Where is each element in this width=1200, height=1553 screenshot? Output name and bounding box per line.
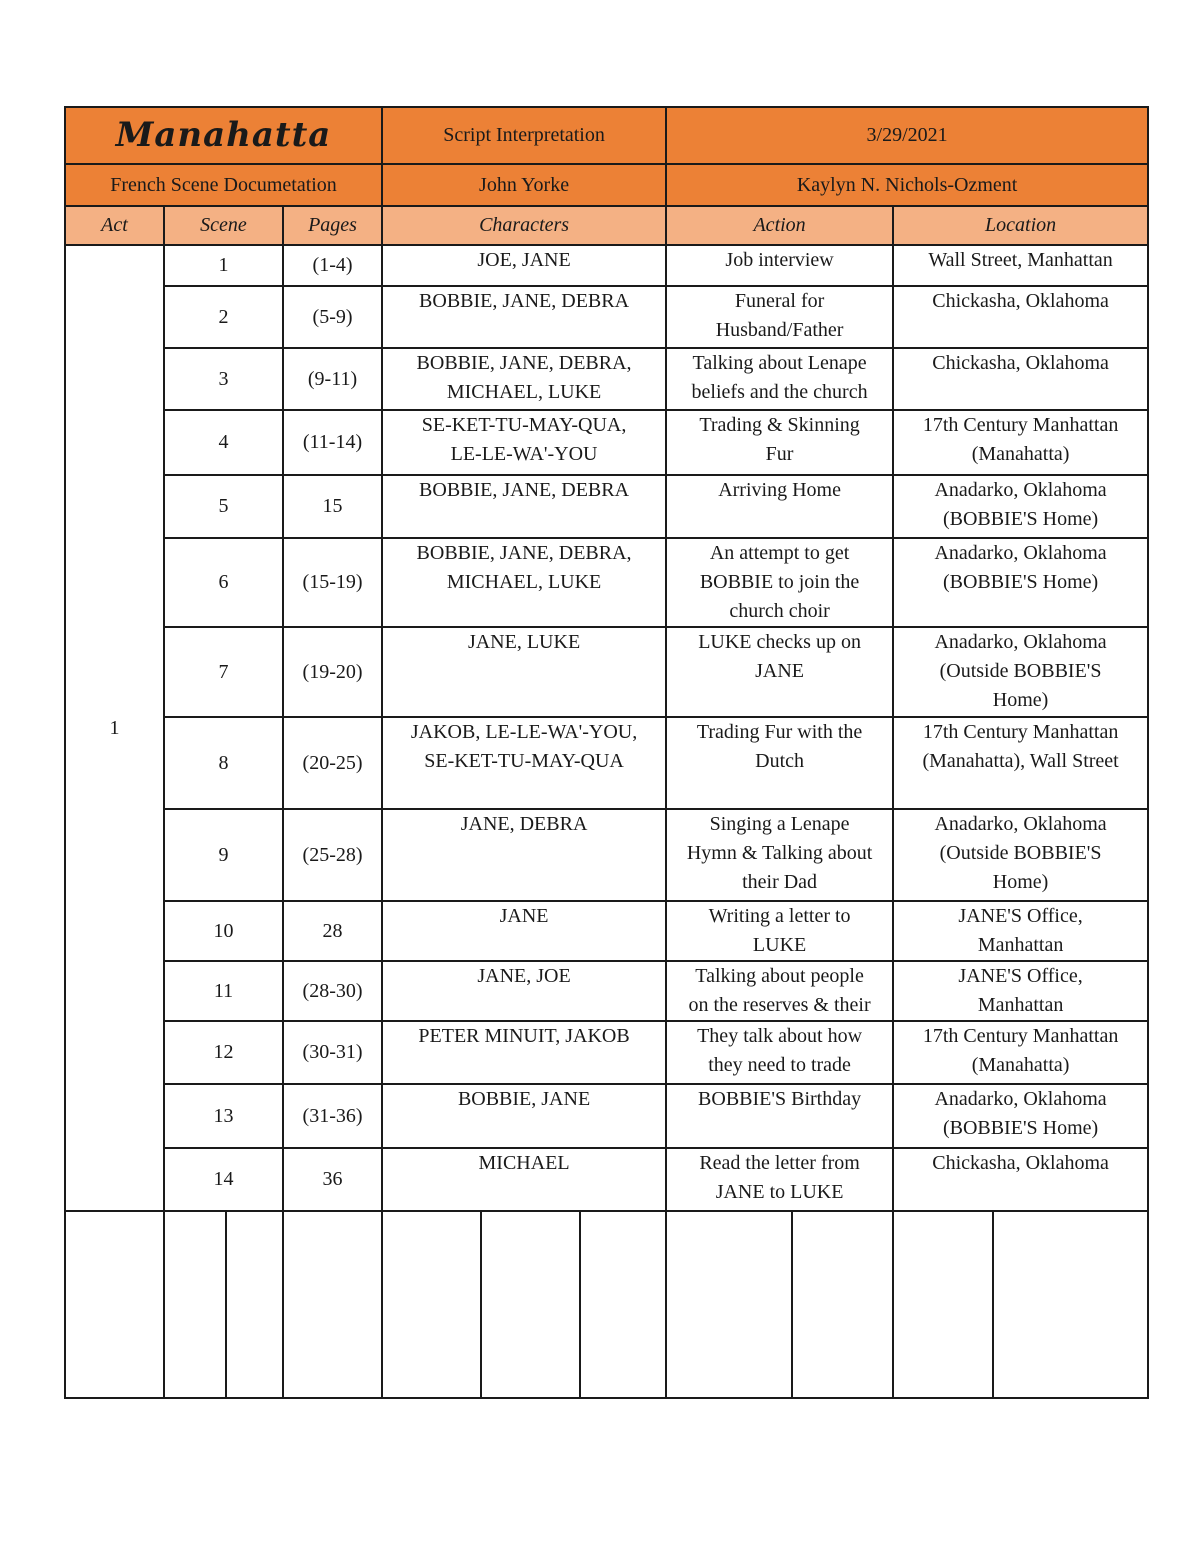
empty-cell xyxy=(666,1211,792,1398)
location-cell xyxy=(893,809,1148,901)
table-row xyxy=(65,901,1148,961)
action-line: Trading Fur with the xyxy=(696,721,863,743)
playwright-name: John Yorke xyxy=(382,164,666,206)
characters-cell xyxy=(382,809,666,901)
characters-cell xyxy=(382,1148,666,1211)
column-header-action: Action xyxy=(666,206,893,245)
document-date: 3/29/2021 xyxy=(666,107,1148,164)
location-line: (Manahatta) xyxy=(971,1054,1070,1076)
action-line: Husband/Father xyxy=(715,319,844,341)
pages-cell: (30-31) xyxy=(283,1021,382,1084)
location-line: 17th Century Manhattan xyxy=(922,1025,1119,1047)
scene-cell: 5 xyxy=(164,475,283,538)
characters-line: JANE, LUKE xyxy=(467,631,581,653)
characters-cell xyxy=(382,1021,666,1084)
action-line: Writing a letter to xyxy=(708,905,851,927)
empty-cell xyxy=(382,1211,481,1398)
act-cell: 1 xyxy=(65,245,164,1211)
empty-cell xyxy=(481,1211,580,1398)
location-line: Anadarko, Oklahoma xyxy=(934,631,1107,653)
action-cell xyxy=(666,961,893,1021)
pages-cell: (31-36) xyxy=(283,1084,382,1148)
table-row xyxy=(65,717,1148,809)
characters-cell xyxy=(382,627,666,717)
location-line: (Outside BOBBIE'S xyxy=(939,660,1102,682)
pages-cell: 28 xyxy=(283,901,382,961)
empty-cell xyxy=(65,1211,164,1398)
empty-cell xyxy=(580,1211,666,1398)
location-line: Anadarko, Oklahoma xyxy=(934,542,1107,564)
action-line: Job interview xyxy=(725,249,834,271)
empty-cell xyxy=(893,1211,993,1398)
action-line: LUKE checks up on xyxy=(698,631,861,653)
characters-line: PETER MINUIT, JAKOB xyxy=(418,1025,630,1047)
location-line: Anadarko, Oklahoma xyxy=(934,1088,1107,1110)
action-cell xyxy=(666,1021,893,1084)
location-line: Chickasha, Oklahoma xyxy=(932,290,1109,312)
column-header-row xyxy=(65,206,1148,245)
script-interpretation-label: Script Interpretation xyxy=(382,107,666,164)
location-line: Anadarko, Oklahoma xyxy=(934,479,1107,501)
action-cell xyxy=(666,809,893,901)
characters-line: BOBBIE, JANE xyxy=(457,1088,591,1110)
pages-cell: (20-25) xyxy=(283,717,382,809)
action-line: church choir xyxy=(729,600,830,622)
empty-cell xyxy=(164,1211,226,1398)
location-line: (Outside BOBBIE'S xyxy=(939,842,1102,864)
table-row xyxy=(65,627,1148,717)
action-line: they need to trade xyxy=(708,1054,851,1076)
location-line: Chickasha, Oklahoma xyxy=(932,352,1109,374)
table-row xyxy=(65,809,1148,901)
action-cell xyxy=(666,245,893,286)
location-line: Wall Street, Manhattan xyxy=(928,249,1113,271)
characters-line: JAKOB, LE-LE-WA'-YOU, xyxy=(410,721,638,743)
document-subtitle: French Scene Documetation xyxy=(65,164,382,206)
characters-line: MICHAEL, LUKE xyxy=(446,381,602,403)
action-cell xyxy=(666,410,893,475)
scene-cell: 6 xyxy=(164,538,283,627)
play-title: Manahatta xyxy=(65,107,382,164)
characters-line: LE-LE-WA'-YOU xyxy=(450,443,598,465)
action-cell xyxy=(666,1084,893,1148)
action-line: Fur xyxy=(765,443,794,465)
characters-line: JANE, DEBRA xyxy=(460,813,588,835)
characters-line: BOBBIE, JANE, DEBRA, xyxy=(416,352,632,374)
scene-cell: 1 xyxy=(164,245,283,286)
scene-cell: 7 xyxy=(164,627,283,717)
table-row xyxy=(65,348,1148,410)
empty-cell xyxy=(283,1211,382,1398)
empty-cell xyxy=(792,1211,893,1398)
column-header-scene: Scene xyxy=(164,206,283,245)
table-row xyxy=(65,961,1148,1021)
action-line: LUKE xyxy=(752,934,807,956)
scene-cell: 12 xyxy=(164,1021,283,1084)
characters-cell xyxy=(382,410,666,475)
location-cell xyxy=(893,627,1148,717)
action-line: Hymn & Talking about xyxy=(686,842,873,864)
action-line: BOBBIE to join the xyxy=(699,571,860,593)
action-line: JANE xyxy=(755,660,805,682)
action-line: BOBBIE'S Birthday xyxy=(698,1088,862,1110)
action-cell xyxy=(666,475,893,538)
scene-cell: 4 xyxy=(164,410,283,475)
location-line: Chickasha, Oklahoma xyxy=(932,1152,1109,1174)
location-cell xyxy=(893,410,1148,475)
column-header-pages: Pages xyxy=(283,206,382,245)
scene-cell: 10 xyxy=(164,901,283,961)
location-line: Manhattan xyxy=(977,994,1064,1016)
characters-cell xyxy=(382,538,666,627)
pages-cell: (1-4) xyxy=(283,245,382,286)
action-line: Dutch xyxy=(755,750,805,772)
header-row-2 xyxy=(65,164,1148,206)
table-row xyxy=(65,475,1148,538)
characters-line: MICHAEL xyxy=(478,1152,570,1174)
action-line: Talking about Lenape xyxy=(692,352,867,374)
action-cell xyxy=(666,286,893,348)
empty-row xyxy=(65,1211,1148,1398)
action-cell xyxy=(666,538,893,627)
table-row xyxy=(65,1084,1148,1148)
french-scene-document xyxy=(64,106,1147,1399)
action-line: Singing a Lenape xyxy=(709,813,850,835)
column-header-location: Location xyxy=(893,206,1148,245)
action-line: their Dad xyxy=(742,871,818,893)
characters-line: BOBBIE, JANE, DEBRA xyxy=(419,479,630,501)
scene-cell: 11 xyxy=(164,961,283,1021)
location-cell xyxy=(893,286,1148,348)
table-row xyxy=(65,538,1148,627)
action-line: Arriving Home xyxy=(718,479,841,501)
location-cell xyxy=(893,245,1148,286)
action-line: Read the letter from xyxy=(699,1152,860,1174)
characters-line: JANE, JOE xyxy=(477,965,571,987)
action-cell xyxy=(666,1148,893,1211)
table-row xyxy=(65,245,1148,286)
characters-cell xyxy=(382,475,666,538)
characters-line: JOE, JANE xyxy=(477,249,571,271)
column-header-act: Act xyxy=(65,206,164,245)
location-cell xyxy=(893,1084,1148,1148)
pages-cell: (9-11) xyxy=(283,348,382,410)
action-line: JANE to LUKE xyxy=(715,1181,844,1203)
characters-cell xyxy=(382,717,666,809)
pages-cell: 36 xyxy=(283,1148,382,1211)
location-line: 17th Century Manhattan xyxy=(922,721,1119,743)
location-cell xyxy=(893,538,1148,627)
characters-line: SE-KET-TU-MAY-QUA, xyxy=(421,414,627,436)
action-line: An attempt to get xyxy=(709,542,850,564)
action-line: Talking about people xyxy=(695,965,864,987)
pages-cell: 15 xyxy=(283,475,382,538)
action-cell xyxy=(666,627,893,717)
location-line: (BOBBIE'S Home) xyxy=(942,571,1099,593)
characters-cell xyxy=(382,245,666,286)
location-cell xyxy=(893,475,1148,538)
location-line: JANE'S Office, xyxy=(958,905,1083,927)
location-cell xyxy=(893,961,1148,1021)
scene-cell: 3 xyxy=(164,348,283,410)
location-line: JANE'S Office, xyxy=(958,965,1083,987)
action-line: beliefs and the church xyxy=(691,381,868,403)
header-row-1 xyxy=(65,107,1148,164)
table-row xyxy=(65,1021,1148,1084)
characters-line: JANE xyxy=(499,905,549,927)
characters-cell xyxy=(382,348,666,410)
location-line: Manhattan xyxy=(977,934,1064,956)
empty-cell xyxy=(993,1211,1148,1398)
action-cell xyxy=(666,717,893,809)
characters-cell xyxy=(382,1084,666,1148)
location-cell xyxy=(893,717,1148,809)
scene-cell: 14 xyxy=(164,1148,283,1211)
action-cell xyxy=(666,901,893,961)
empty-cell xyxy=(226,1211,283,1398)
location-line: Home) xyxy=(992,871,1049,893)
characters-line: BOBBIE, JANE, DEBRA xyxy=(419,290,630,312)
scene-table xyxy=(64,106,1149,1399)
pages-cell: (28-30) xyxy=(283,961,382,1021)
scene-cell: 8 xyxy=(164,717,283,809)
characters-cell xyxy=(382,961,666,1021)
location-cell xyxy=(893,1148,1148,1211)
location-line: (Manahatta) xyxy=(971,443,1070,465)
characters-line: SE-KET-TU-MAY-QUA xyxy=(424,750,624,772)
table-row xyxy=(65,1148,1148,1211)
pages-cell: (19-20) xyxy=(283,627,382,717)
pages-cell: (11-14) xyxy=(283,410,382,475)
pages-cell: (5-9) xyxy=(283,286,382,348)
characters-line: MICHAEL, LUKE xyxy=(446,571,602,593)
characters-cell xyxy=(382,901,666,961)
action-cell xyxy=(666,348,893,410)
location-cell xyxy=(893,1021,1148,1084)
location-line: (Manahatta), Wall Street xyxy=(922,750,1119,772)
scene-cell: 13 xyxy=(164,1084,283,1148)
action-line: Funeral for xyxy=(734,290,825,312)
location-cell xyxy=(893,348,1148,410)
table-row xyxy=(65,286,1148,348)
column-header-characters: Characters xyxy=(382,206,666,245)
location-line: Home) xyxy=(992,689,1049,711)
author-name: Kaylyn N. Nichols-Ozment xyxy=(666,164,1148,206)
location-line: (BOBBIE'S Home) xyxy=(942,1117,1099,1139)
action-line: They talk about how xyxy=(697,1025,863,1047)
scene-cell: 2 xyxy=(164,286,283,348)
location-line: Anadarko, Oklahoma xyxy=(934,813,1107,835)
action-line: Trading & Skinning xyxy=(699,414,860,436)
location-line: 17th Century Manhattan xyxy=(922,414,1119,436)
scene-cell: 9 xyxy=(164,809,283,901)
characters-cell xyxy=(382,286,666,348)
characters-line: BOBBIE, JANE, DEBRA, xyxy=(416,542,632,564)
table-row xyxy=(65,410,1148,475)
pages-cell: (15-19) xyxy=(283,538,382,627)
location-line: (BOBBIE'S Home) xyxy=(942,508,1099,530)
action-line: on the reserves & their xyxy=(688,994,871,1016)
pages-cell: (25-28) xyxy=(283,809,382,901)
location-cell xyxy=(893,901,1148,961)
